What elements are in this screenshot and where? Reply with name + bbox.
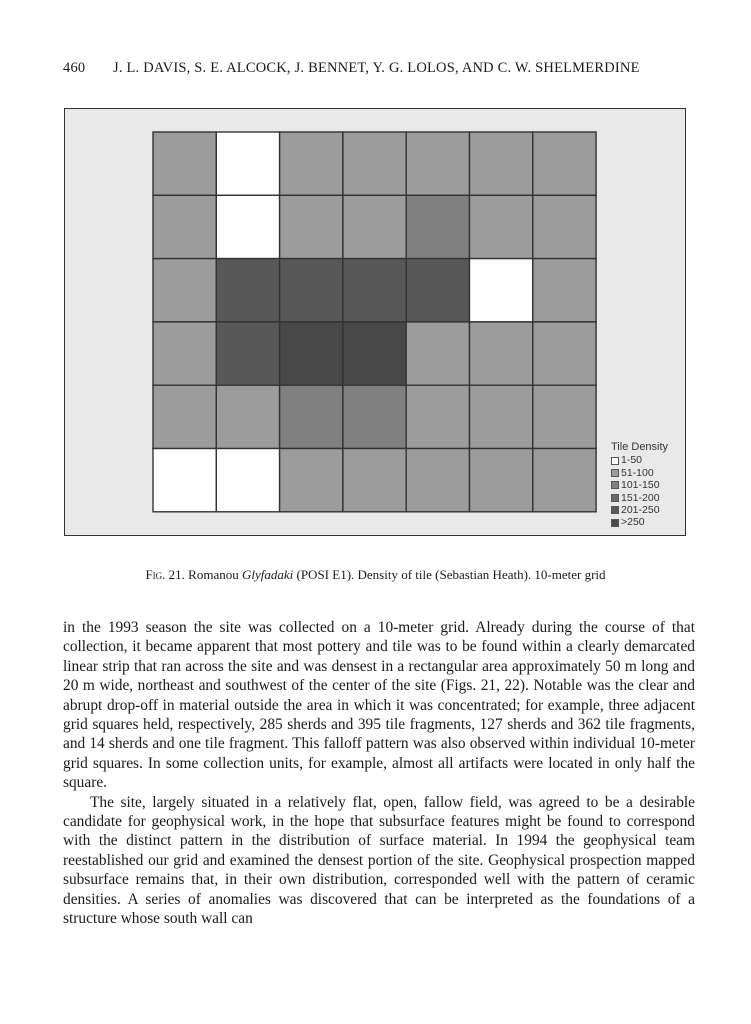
legend-label: 151-200 — [621, 491, 660, 504]
grid-cell-r5-c6 — [470, 385, 533, 448]
grid-cell-r3-c7 — [533, 259, 596, 322]
legend-label: 1-50 — [621, 454, 643, 467]
legend-item — [611, 454, 691, 466]
running-head — [63, 60, 703, 77]
legend-label: 51-100 — [621, 466, 654, 479]
grid-cell-r1-c6 — [470, 132, 533, 195]
paragraph-2: The site, largely situated in a relatively flat, open, fallow field, was agreed to be a desirable candidate for geophysical work, in the hope that subsurface features might be found to correspond with the distinct pattern in the distribution of surface material. In 1994 the geophysical team reestablished our grid and examined the densest portion of the site. Geophysical prospection mapped subsurface remains that, in their own distribution, corresponded well with the pattern of ceramic densities. A series of anomalies was discovered that can be interpreted as the foundations of a structure whose south wall can — [63, 793, 695, 928]
figure-label: Fig. 21. — [145, 567, 185, 582]
grid-cell-r4-c6 — [470, 322, 533, 385]
caption-text-before: Romanou — [188, 567, 242, 582]
grid-cell-r1-c5 — [406, 132, 469, 195]
legend-title: Tile Density — [611, 441, 669, 453]
grid-cell-r1-c3 — [280, 132, 343, 195]
grid-cell-r5-c4 — [343, 385, 406, 448]
caption-site-name: Glyfadaki — [241, 567, 294, 582]
legend-item — [611, 479, 691, 491]
grid-cell-r6-c7 — [533, 449, 596, 512]
grid-cell-r5-c2 — [216, 385, 279, 448]
legend-swatch — [611, 494, 619, 502]
legend-item — [611, 467, 691, 479]
legend-swatch — [611, 506, 619, 514]
grid-cell-r2-c6 — [470, 195, 533, 258]
grid-cell-r4-c1 — [153, 322, 216, 385]
grid-cell-r3-c2 — [216, 259, 279, 322]
paragraph-1: in the 1993 season the site was collected on a 10-meter grid. Already during the course of that collection, it became apparent that most pottery and tile was to be found within a clearly demarcated linear strip that ran across the site and was densest in a rectangular area approximately 50 m long and 20 m wide, northeast and southwest of the center of the site (Figs. 21, 22). Notable was the clear and abrupt drop-off in material outside the area in which it was concentrated; for example, three adjacent grid squares held, respectively, 285 sherds and 395 tile fragments, 127 sherds and 362 tile fragments, and 14 sherds and one tile fragment. This falloff pattern was also observed within individual 10-meter grid squares. In some collection units, for example, almost all artifacts were located in only half the square. — [63, 619, 695, 792]
legend-item — [611, 516, 691, 528]
grid-cell-r6-c1 — [153, 449, 216, 512]
grid-cell-r5-c7 — [533, 385, 596, 448]
legend-label: >250 — [621, 516, 645, 529]
grid-cell-r2-c4 — [343, 195, 406, 258]
legend-label: 201-250 — [621, 503, 660, 516]
legend-item — [611, 504, 691, 516]
grid-cell-r6-c2 — [216, 449, 279, 512]
grid-cell-r4-c3 — [280, 322, 343, 385]
legend-swatch — [611, 469, 619, 477]
grid-cell-r4-c4 — [343, 322, 406, 385]
grid-cell-r2-c3 — [280, 195, 343, 258]
grid-cell-r3-c4 — [343, 259, 406, 322]
grid-cell-r3-c5 — [406, 259, 469, 322]
caption-text-after: (POSI E1). Density of tile (Sebastian Heath). 10-meter grid — [293, 567, 606, 582]
grid-cell-r2-c2 — [216, 195, 279, 258]
grid-cell-r2-c7 — [533, 195, 596, 258]
grid-cell-r5-c1 — [153, 385, 216, 448]
grid-cell-r3-c3 — [280, 259, 343, 322]
legend-swatch — [611, 481, 619, 489]
author-line: J. L. DAVIS, S. E. ALCOCK, J. BENNET, Y. G. LOLOS, AND C. W. SHELMERDINE — [113, 60, 640, 76]
body-text — [63, 618, 695, 929]
grid-cell-r4-c7 — [533, 322, 596, 385]
grid-cell-r5-c3 — [280, 385, 343, 448]
legend — [611, 441, 691, 529]
grid-cell-r5-c5 — [406, 385, 469, 448]
grid-cell-r2-c1 — [153, 195, 216, 258]
figure-caption — [0, 567, 751, 583]
legend-swatch — [611, 457, 619, 465]
grid-cell-r6-c6 — [470, 449, 533, 512]
grid-cell-r4-c2 — [216, 322, 279, 385]
grid-cell-r6-c5 — [406, 449, 469, 512]
grid-cell-r6-c4 — [343, 449, 406, 512]
grid-cell-r1-c7 — [533, 132, 596, 195]
grid-cell-r3-c1 — [153, 259, 216, 322]
grid-cell-r6-c3 — [280, 449, 343, 512]
grid-cell-r3-c6 — [470, 259, 533, 322]
legend-label: 101-150 — [621, 479, 660, 492]
figure-21 — [64, 108, 686, 536]
grid-cell-r1-c2 — [216, 132, 279, 195]
page-number: 460 — [63, 60, 86, 76]
grid-cell-r1-c1 — [153, 132, 216, 195]
grid-cell-r4-c5 — [406, 322, 469, 385]
tile-density-grid — [65, 109, 685, 535]
legend-swatch — [611, 519, 619, 527]
grid-cell-r1-c4 — [343, 132, 406, 195]
grid-cell-r2-c5 — [406, 195, 469, 258]
legend-item — [611, 492, 691, 504]
